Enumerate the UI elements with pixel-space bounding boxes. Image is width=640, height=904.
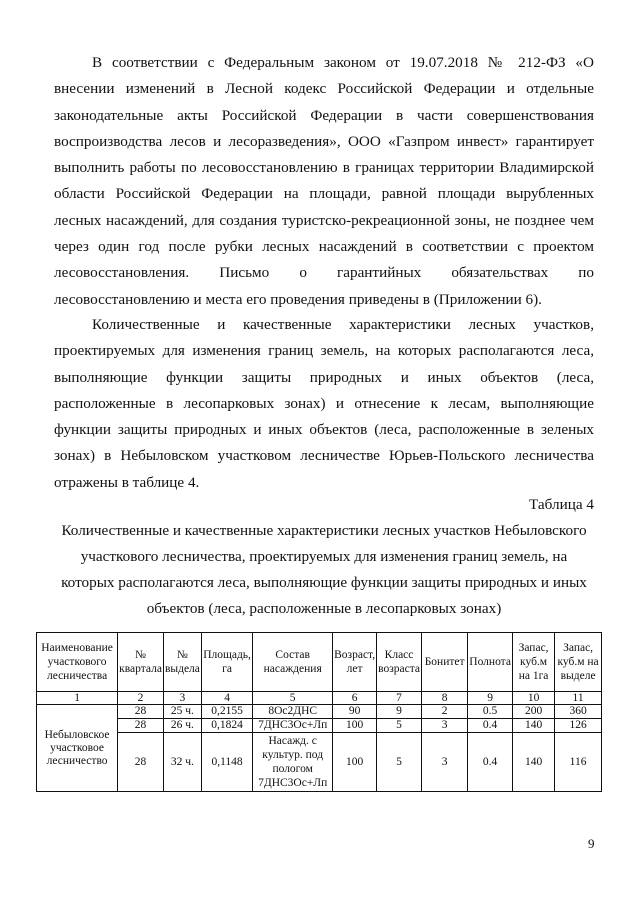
- table-cell: 100: [333, 733, 377, 792]
- table-cell: 3: [421, 733, 467, 792]
- table-cell: 8Ос2ДНС: [253, 705, 333, 719]
- table-label: Таблица 4: [529, 496, 594, 513]
- table-cell: 140: [512, 719, 554, 733]
- header-age: Возраст, лет: [333, 633, 377, 692]
- table-cell: 3: [421, 719, 467, 733]
- table-cell: 7ДНС3Ос+Лп: [253, 719, 333, 733]
- header-stock-per-plot: Запас, куб.м на выделе: [555, 633, 602, 692]
- header-composition: Состав насаждения: [253, 633, 333, 692]
- column-number: 2: [118, 692, 164, 705]
- table-cell: 200: [512, 705, 554, 719]
- table-cell: 2: [421, 705, 467, 719]
- column-number: 11: [555, 692, 602, 705]
- table-cell: 28: [118, 719, 164, 733]
- header-forestry: Наименование участкового лесничества: [37, 633, 118, 692]
- column-number: 7: [377, 692, 422, 705]
- column-number: 8: [421, 692, 467, 705]
- table-cell: 32 ч.: [163, 733, 201, 792]
- table-cell: 0,1148: [201, 733, 252, 792]
- table-cell: 0.4: [468, 719, 513, 733]
- table-row: [37, 705, 602, 719]
- table-header-row: [37, 633, 602, 692]
- header-quarter: № квартала: [118, 633, 164, 692]
- header-age-class: Класс возраста: [377, 633, 422, 692]
- page-number: 9: [588, 836, 595, 851]
- paragraph-federal-law: В соответствии с Федеральным законом от 19.07.2018 № 212-ФЗ «О внесении изменений в Лесной кодекс Российской Федерации и отдельные законодательные акты Российской Федерации в части совершенствования воспроизводства лесов и лесоразведения», ООО «Газпром инвест» гарантирует выполнить работы по лесовосстановлению в границах территории Владимирской области Российской Федерации на площади, равной площади вырубленных лесных насаждений, для создания туристско-рекреационной зоны, не позднее чем через один год после рубки лесных насаждений в соответствии с проектом лесовосстановления. Письмо о гарантийных обязательствах по лесовосстановлению и места его проведения приведены в (Приложении 6).: [54, 54, 594, 308]
- table-cell: 116: [555, 733, 602, 792]
- table-cell: 5: [377, 719, 422, 733]
- column-number: 9: [468, 692, 513, 705]
- table-cell: 5: [377, 733, 422, 792]
- forestry-name-cell: Небыловское участковое лесничество: [37, 705, 118, 792]
- column-number-row: [37, 692, 602, 705]
- table-cell: 0.4: [468, 733, 513, 792]
- table-row: [37, 733, 602, 792]
- header-stock-per-ha: Запас, куб.м на 1га: [512, 633, 554, 692]
- table-cell: 90: [333, 705, 377, 719]
- column-number: 3: [163, 692, 201, 705]
- table-cell: 360: [555, 705, 602, 719]
- table-cell: 0,2155: [201, 705, 252, 719]
- table-caption: Количественные и качественные характеристики лесных участков Небыловского участкового лесничества, проектируемых для изменения границ земель, на которых располагаются леса, выполняющие функции защиты природных и иных объектов (леса, расположенные в лесопарковых зонах): [61, 522, 587, 617]
- column-number: 4: [201, 692, 252, 705]
- header-bonitet: Бонитет: [421, 633, 467, 692]
- table-cell: 26 ч.: [163, 719, 201, 733]
- table-cell: 0.5: [468, 705, 513, 719]
- table-cell: 0,1824: [201, 719, 252, 733]
- column-number: 5: [253, 692, 333, 705]
- table-cell: 126: [555, 719, 602, 733]
- paragraph-characteristics: Количественные и качественные характеристики лесных участков, проектируемых для изменения границ земель, на которых располагаются леса, выполняющие функции защиты природных и иных объектов (леса, расположенные в лесопарковых зонах) и отнесение к лесам, выполняющие функции защиты природных и иных объектов (леса, расположенные в зеленых зонах) в Небыловском участковом лесничестве Юрьев-Польского лесничества отражены в таблице 4.: [54, 316, 594, 491]
- table-cell: 9: [377, 705, 422, 719]
- table-cell: Насажд. с культур. под пологом 7ДНС3Ос+Лп: [253, 733, 333, 792]
- table-row: [37, 719, 602, 733]
- column-number: 1: [37, 692, 118, 705]
- table-cell: 140: [512, 733, 554, 792]
- header-density: Полнота: [468, 633, 513, 692]
- table-cell: 28: [118, 705, 164, 719]
- header-area: Площадь, га: [201, 633, 252, 692]
- table-cell: 28: [118, 733, 164, 792]
- table-cell: 100: [333, 719, 377, 733]
- table-cell: 25 ч.: [163, 705, 201, 719]
- header-plot: № выдела: [163, 633, 201, 692]
- forest-plots-table: [36, 632, 602, 792]
- column-number: 6: [333, 692, 377, 705]
- column-number: 10: [512, 692, 554, 705]
